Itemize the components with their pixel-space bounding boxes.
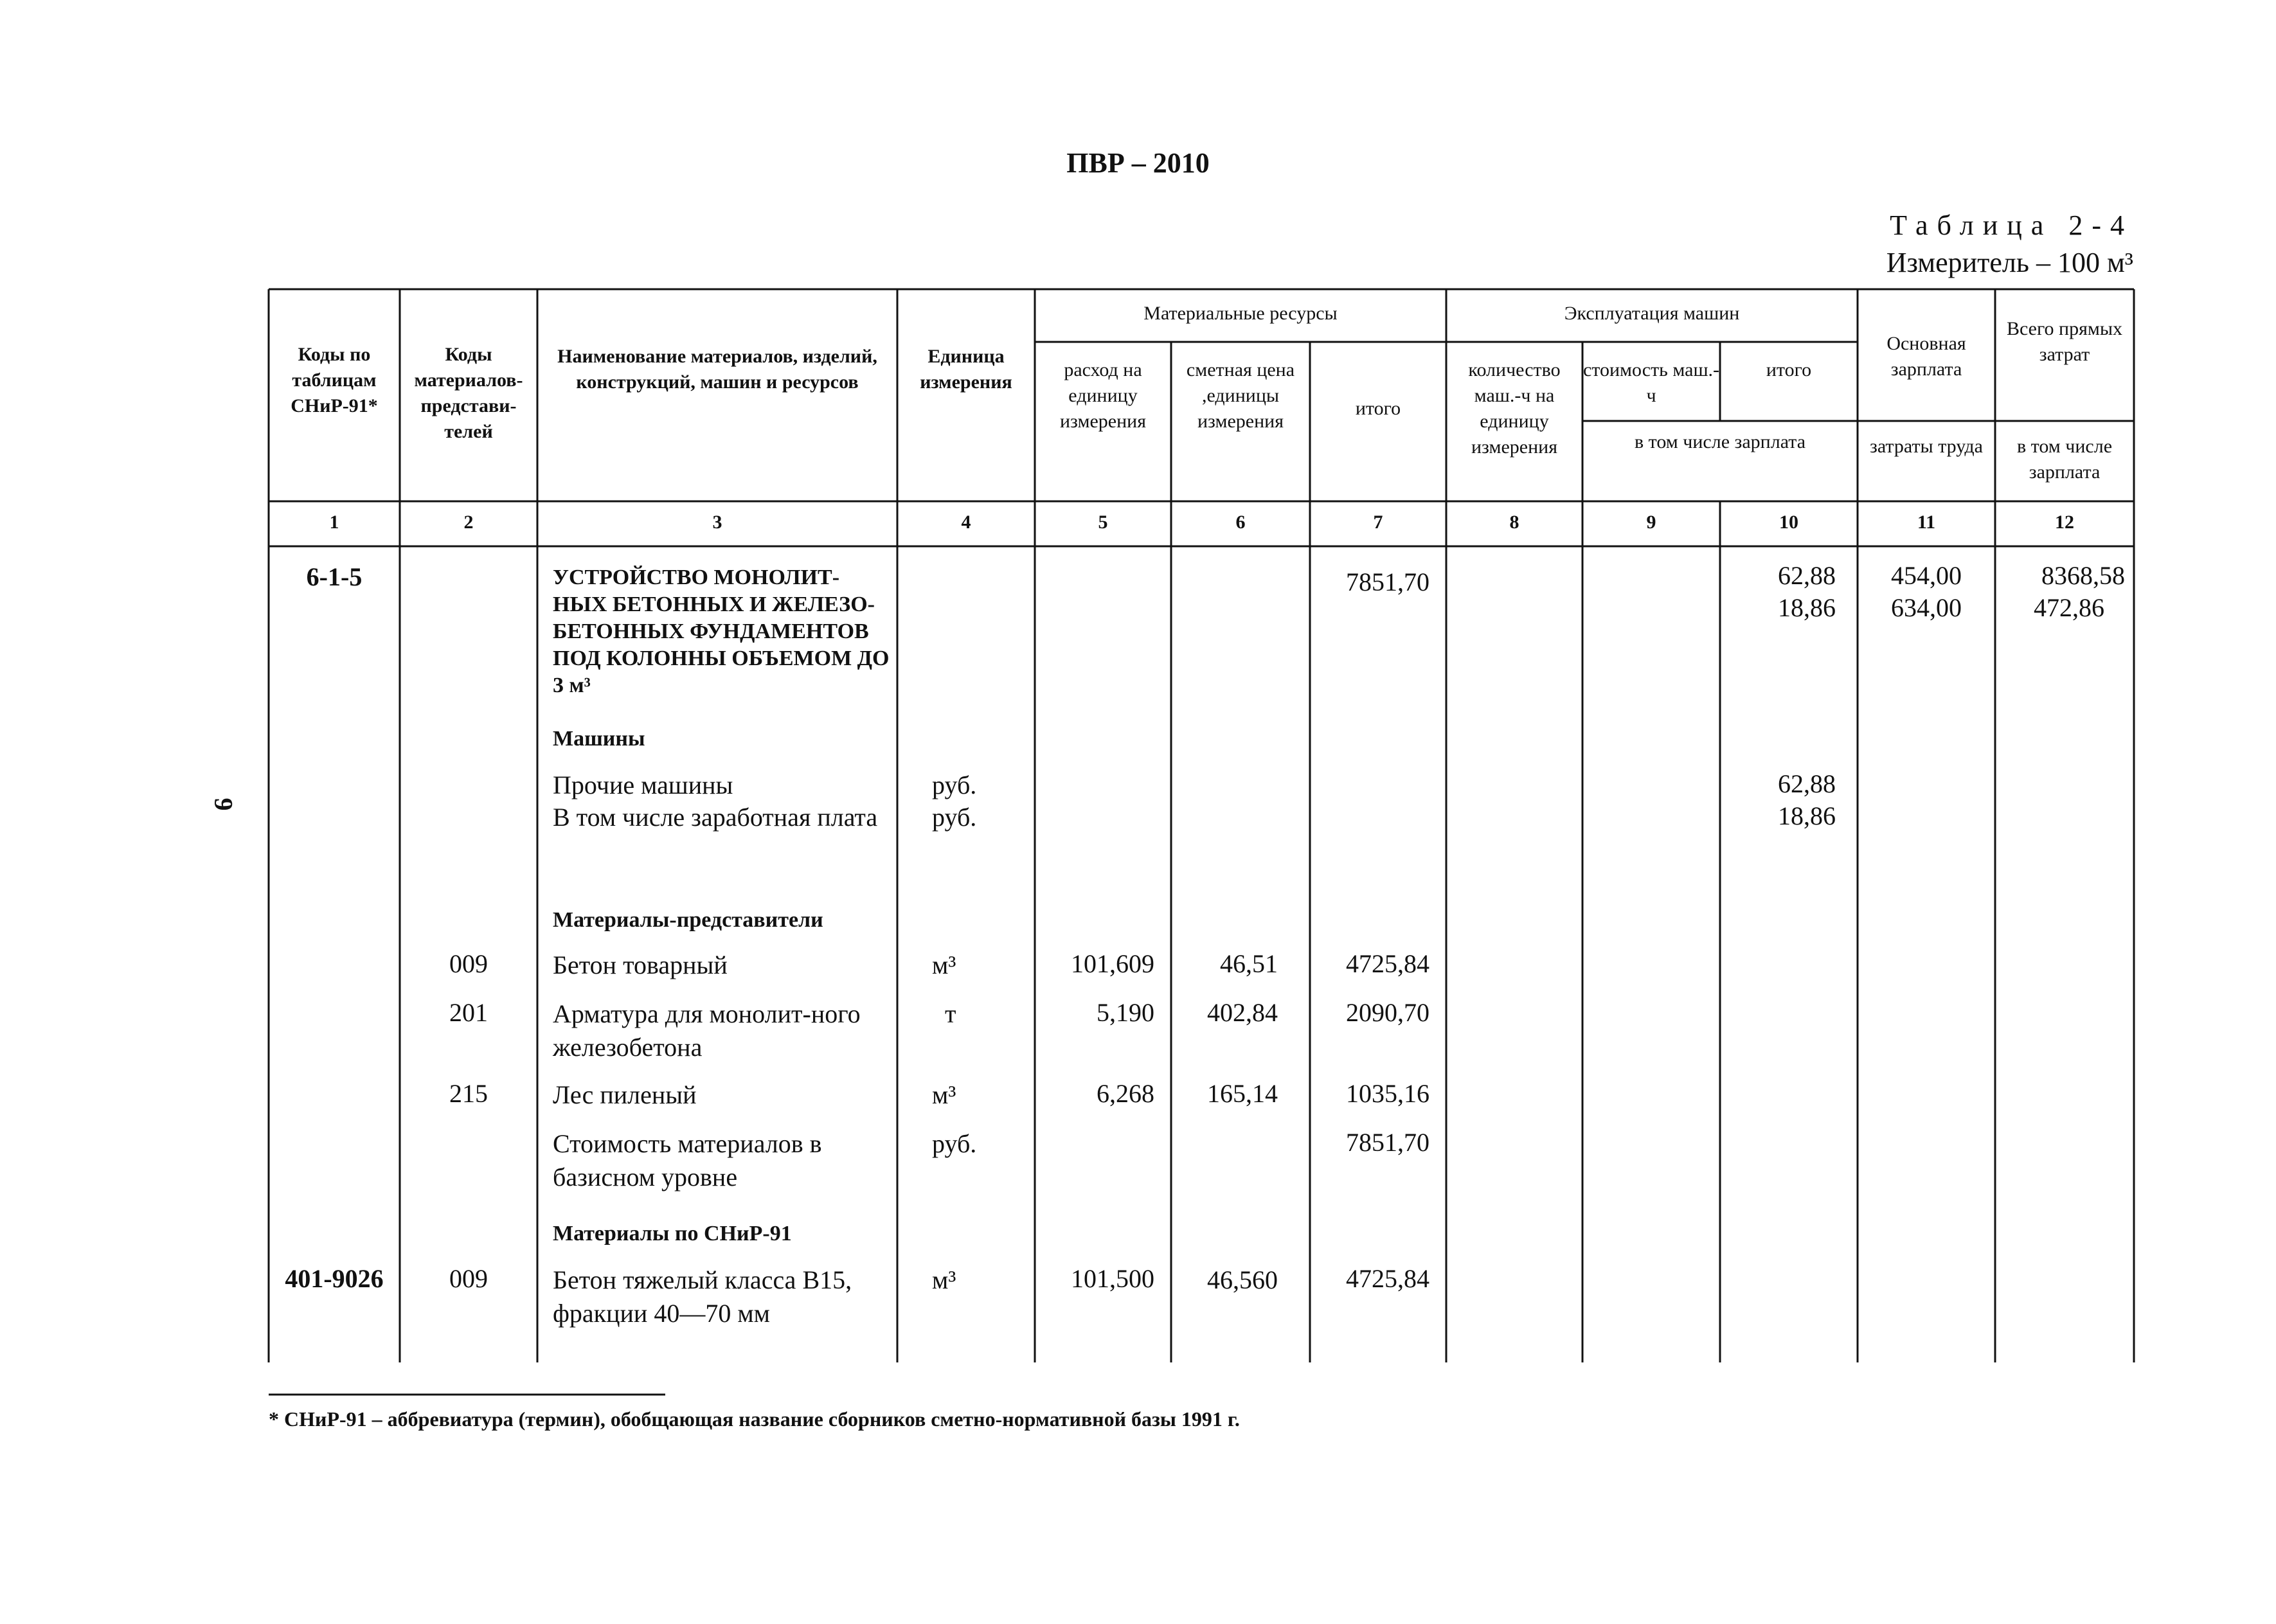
header-col-8: количество маш.-ч на единицу измерения [1468, 359, 1561, 458]
header-col-7: итого [1355, 398, 1401, 419]
snir-material-price: 46,560 [1207, 1265, 1278, 1294]
header-col-12-bottom: в том числе зарплата [2016, 436, 2113, 483]
cost-base-unit: руб. [932, 1129, 977, 1158]
material-name: Лес пиленый [553, 1080, 697, 1109]
column-number-5: 5 [1098, 512, 1108, 533]
column-number-7: 7 [1373, 512, 1383, 533]
material-code: 201 [449, 998, 488, 1027]
material-name: Арматура для монолит-ного железобетона [553, 999, 861, 1062]
cost-base-label: Стоимость материалов в базисном уровне [553, 1129, 822, 1191]
snir-material-unit: м³ [932, 1265, 956, 1294]
column-number-1: 1 [329, 512, 339, 533]
header-col-9-10-sub: в том числе зарплата [1634, 431, 1806, 452]
incl-wage-label: В том числе заработная плата [553, 803, 878, 832]
material-total: 1035,16 [1346, 1079, 1429, 1108]
work-base-wage: 454,00 [1891, 561, 1962, 590]
material-unit: м³ [932, 1080, 956, 1109]
incl-wage-value: 18,86 [1778, 801, 1836, 830]
header-col-1: Коды по таблицам СНиР-91* [291, 344, 378, 416]
work-total-materials: 7851,70 [1346, 567, 1429, 596]
column-number-2: 2 [463, 512, 474, 533]
material-code: 215 [449, 1079, 488, 1108]
header-col-11-bottom: затраты труда [1870, 436, 1983, 457]
header-col-4: Единица измерения [920, 346, 1012, 393]
work-code: 6-1-5 [306, 562, 363, 591]
work-direct-total: 8368,58 [2041, 561, 2125, 590]
material-unit: т [945, 999, 956, 1028]
material-total: 2090,70 [1346, 998, 1429, 1027]
document-title: ПВР – 2010 [1066, 147, 1210, 179]
snir-material-name: Бетон тяжелый класса В15, фракции 40—70 мм [553, 1265, 852, 1328]
work-direct-wage: 472,86 [2034, 593, 2104, 622]
column-number-9: 9 [1646, 512, 1656, 533]
material-rate: 6,268 [1097, 1079, 1154, 1108]
other-machines-value: 62,88 [1778, 769, 1836, 798]
snir-code: 401-9026 [285, 1264, 384, 1293]
section-snir: Материалы по СНиР-91 [553, 1222, 792, 1245]
material-price: 46,51 [1220, 949, 1278, 978]
material-rate: 5,190 [1097, 998, 1154, 1027]
material-rate: 101,609 [1071, 949, 1154, 978]
section-machines: Машины [553, 727, 645, 751]
header-col-2: Коды материалов-представи-телей [414, 344, 523, 442]
material-total: 4725,84 [1346, 949, 1429, 978]
snir-material-rate: 101,500 [1071, 1264, 1154, 1293]
incl-wage-unit: руб. [932, 803, 977, 832]
column-number-8: 8 [1509, 512, 1519, 533]
header-col-11-top: Основная зарплата [1886, 333, 1966, 380]
column-number-4: 4 [961, 512, 971, 533]
header-col-12-top: Всего прямых затрат [2006, 318, 2123, 365]
page-side-mark: 9 [209, 798, 238, 811]
cost-base-total: 7851,70 [1346, 1128, 1429, 1157]
snir-material-code: 009 [449, 1264, 488, 1293]
header-group-machines: Эксплуатация машин [1564, 303, 1740, 324]
other-machines-label: Прочие машины [553, 771, 733, 799]
other-machines-unit: руб. [932, 771, 977, 799]
header-col-5: расход на единицу измерения [1059, 359, 1146, 432]
material-name: Бетон товарный [553, 950, 728, 979]
table-label: Таблица 2-4 [1890, 210, 2133, 241]
column-number-6: 6 [1235, 512, 1246, 533]
work-machines-wage: 18,86 [1778, 593, 1836, 622]
snir-material-total: 4725,84 [1346, 1264, 1429, 1293]
section-representatives: Материалы-представители [553, 908, 823, 932]
column-number-12: 12 [2055, 512, 2074, 533]
work-title: УСТРОЙСТВО МОНОЛИТ-НЫХ БЕТОННЫХ И ЖЕЛЕЗО-БЕТОННЫХ ФУНДАМЕНТОВ ПОД КОЛОННЫ ОБЪЕМОМ ДО 3 м³ [553, 566, 890, 697]
footnote: * СНиР-91 – аббревиатура (термин), обобщающая название сборников сметно-нормативной базы 1991 г. [269, 1407, 1240, 1431]
header-col-3: Наименование материалов, изделий, конструкций, машин и ресурсов [557, 346, 877, 393]
header-col-10: итого [1766, 359, 1812, 380]
header-col-6: сметная цена ,единицы измерения [1186, 359, 1295, 432]
material-code: 009 [449, 949, 488, 978]
material-price: 165,14 [1207, 1079, 1278, 1108]
column-number-3: 3 [712, 512, 722, 533]
work-machines-total: 62,88 [1778, 561, 1836, 590]
header-group-materials: Материальные ресурсы [1143, 303, 1338, 324]
material-price: 402,84 [1207, 998, 1278, 1027]
header-col-9: стоимость маш.-ч [1582, 359, 1720, 406]
table-measure: Измеритель – 100 м³ [1886, 247, 2133, 278]
material-unit: м³ [932, 950, 956, 979]
column-number-10: 10 [1779, 512, 1798, 533]
column-number-11: 11 [1917, 512, 1936, 533]
work-labor: 634,00 [1891, 593, 1962, 622]
